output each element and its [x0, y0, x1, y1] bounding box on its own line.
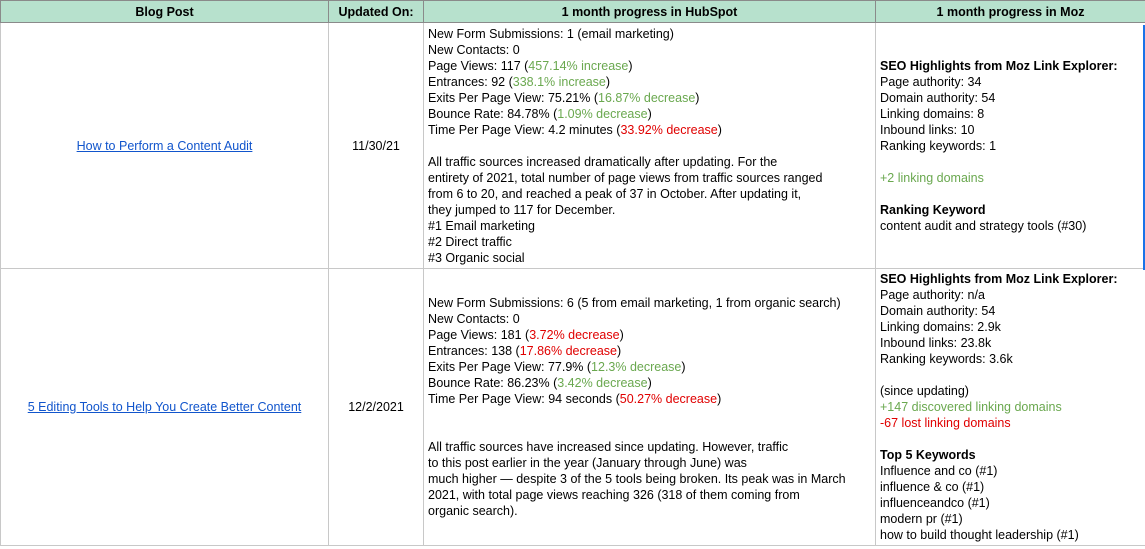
top-keywords-heading: Top 5 Keywords: [880, 448, 976, 462]
keyword-item: influenceandco (#1): [880, 496, 990, 510]
ranking-keyword: content audit and strategy tools (#30): [880, 218, 1087, 233]
blog-post-cell[interactable]: [1, 23, 329, 269]
hubspot-progress-cell[interactable]: [424, 23, 876, 269]
narrative-line: to this post earlier in the year (January through June) was: [428, 456, 747, 470]
entrances-change: 338.1% increase: [512, 74, 606, 89]
page-authority: Page authority: 34: [880, 74, 982, 89]
page-views-change: 3.72% decrease: [529, 328, 620, 342]
bounce-change: 3.42% decrease: [557, 376, 648, 390]
keyword-item: influence & co (#1): [880, 480, 985, 494]
narrative-line: from 6 to 20, and reached a peak of 37 in October. After updating it,: [428, 186, 802, 201]
narrative-line: All traffic sources have increased since updating. However, traffic: [428, 440, 789, 454]
blog-post-link[interactable]: How to Perform a Content Audit: [76, 138, 253, 153]
entrances: Entrances: 92 (338.1% increase): [428, 74, 611, 89]
traffic-source-3: #3 Organic social: [428, 250, 525, 265]
narrative-line: much higher — despite 3 of the 5 tools being broken. Its peak was in March: [428, 472, 846, 486]
ranking-keyword-heading: Ranking Keyword: [880, 202, 986, 217]
new-contacts: New Contacts: 0: [428, 312, 520, 326]
narrative-line: organic search).: [428, 504, 518, 518]
hubspot-progress-cell[interactable]: [424, 269, 876, 546]
keyword-item: how to build thought leadership (#1): [880, 528, 1079, 542]
new-contacts: New Contacts: 0: [428, 42, 520, 57]
time-per-page-view: Time Per Page View: 4.2 minutes (33.92% decrease): [428, 122, 722, 137]
entrances-change: 17.86% decrease: [519, 344, 618, 358]
traffic-source-1: #1 Email marketing: [428, 218, 535, 233]
exits-change: 16.87% decrease: [598, 90, 696, 105]
inbound-links: Inbound links: 23.8k: [880, 336, 992, 350]
keyword-item: modern pr (#1): [880, 512, 963, 526]
time-per-page-view: Time Per Page View: 94 seconds (50.27% decrease): [428, 392, 722, 406]
header-row: [1, 1, 1145, 23]
domain-authority: Domain authority: 54: [880, 90, 996, 105]
discovered-linking-domains: +147 discovered linking domains: [880, 400, 1062, 414]
moz-heading: SEO Highlights from Moz Link Explorer:: [880, 58, 1118, 73]
blog-post-cell[interactable]: [1, 269, 329, 546]
table-row: [1, 269, 1145, 546]
header-blog-post[interactable]: Blog Post: [1, 1, 329, 23]
exits-change: 12.3% decrease: [591, 360, 682, 374]
linking-domains-change: +2 linking domains: [880, 170, 984, 185]
linking-domains: Linking domains: 2.9k: [880, 320, 1001, 334]
ranking-keywords: Ranking keywords: 3.6k: [880, 352, 1013, 366]
lost-linking-domains: -67 lost linking domains: [880, 416, 1011, 430]
header-hubspot-progress[interactable]: 1 month progress in HubSpot: [424, 1, 876, 23]
updated-on-cell[interactable]: 11/30/21: [329, 23, 424, 269]
page-authority: Page authority: n/a: [880, 288, 985, 302]
moz-progress-cell[interactable]: [876, 269, 1145, 546]
inbound-links: Inbound links: 10: [880, 122, 975, 137]
narrative-line: they jumped to 117 for December.: [428, 202, 616, 217]
narrative-line: 2021, with total page views reaching 326 (318 of them coming from: [428, 488, 800, 502]
exits-per-page-view: Exits Per Page View: 75.21% (16.87% decrease): [428, 90, 700, 105]
moz-progress-cell[interactable]: [876, 23, 1145, 269]
header-moz-progress[interactable]: 1 month progress in Moz: [876, 1, 1145, 23]
bounce-rate: Bounce Rate: 86.23% (3.42% decrease): [428, 376, 652, 390]
header-updated-on[interactable]: Updated On:: [329, 1, 424, 23]
exits-per-page-view: Exits Per Page View: 77.9% (12.3% decrease): [428, 360, 686, 374]
domain-authority: Domain authority: 54: [880, 304, 996, 318]
ranking-keywords: Ranking keywords: 1: [880, 138, 997, 153]
form-submissions: New Form Submissions: 1 (email marketing): [428, 26, 674, 41]
since-updating: (since updating): [880, 384, 969, 398]
blog-post-link[interactable]: 5 Editing Tools to Help You Create Better Content: [27, 400, 302, 414]
bounce-rate: Bounce Rate: 84.78% (1.09% decrease): [428, 106, 652, 121]
page-views: Page Views: 181 (3.72% decrease): [428, 328, 624, 342]
narrative-line: entirety of 2021, total number of page views from traffic sources ranged: [428, 170, 823, 185]
linking-domains: Linking domains: 8: [880, 106, 985, 121]
keyword-item: Influence and co (#1): [880, 464, 998, 478]
bounce-change: 1.09% decrease: [557, 106, 648, 121]
traffic-source-2: #2 Direct traffic: [428, 234, 512, 249]
moz-heading: SEO Highlights from Moz Link Explorer:: [880, 272, 1118, 286]
page-views-change: 457.14% increase: [528, 58, 629, 73]
narrative-line: All traffic sources increased dramatically after updating. For the: [428, 154, 778, 169]
updated-on-cell[interactable]: 12/2/2021: [329, 269, 424, 546]
time-change: 33.92% decrease: [620, 122, 718, 137]
entrances: Entrances: 138 (17.86% decrease): [428, 344, 622, 358]
page-views: Page Views: 117 (457.14% increase): [428, 58, 633, 73]
table-row: [1, 23, 1145, 269]
time-change: 50.27% decrease: [619, 392, 718, 406]
form-submissions: New Form Submissions: 6 (5 from email marketing, 1 from organic search): [428, 296, 841, 310]
